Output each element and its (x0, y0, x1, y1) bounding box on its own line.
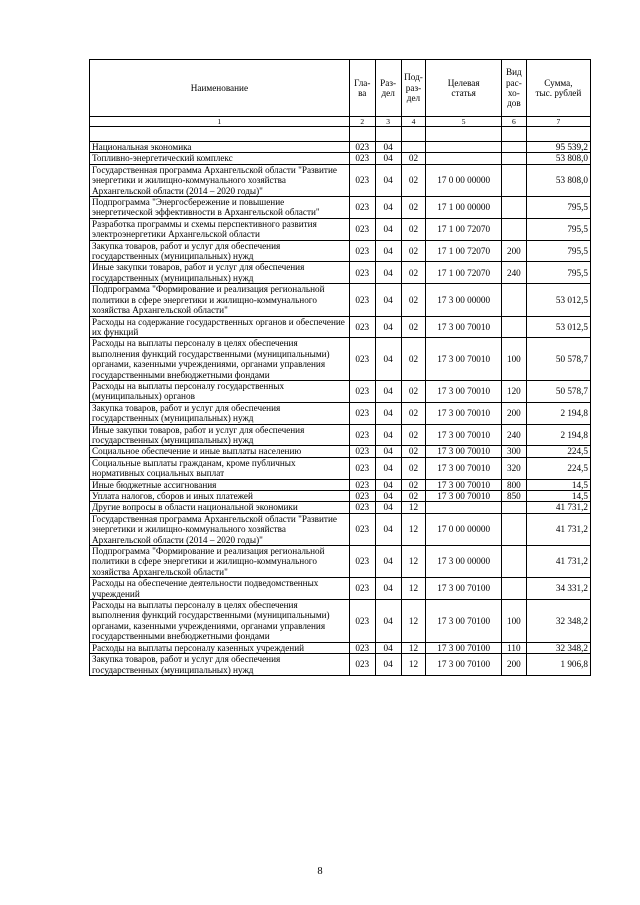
header-name: Наименование (90, 60, 350, 117)
table-row (90, 600, 591, 643)
column-number: 4 (401, 117, 426, 127)
row-glava: 023 (349, 153, 375, 164)
row-glava: 023 (349, 380, 375, 402)
row-name: Расходы на выплаты персоналу казенных учреждений (90, 642, 350, 653)
row-razdel: 04 (375, 642, 401, 653)
header-expense-type: Вид рас- хо- дов (501, 60, 526, 117)
row-target-article: 17 1 00 72070 (426, 240, 502, 262)
row-glava: 023 (349, 142, 375, 153)
row-target-article: 17 3 00 70010 (426, 402, 502, 424)
row-expense-type (501, 284, 526, 316)
row-expense-type (501, 316, 526, 338)
table-row (90, 380, 591, 402)
row-target-article: 17 1 00 72070 (426, 218, 502, 240)
table-row (90, 479, 591, 490)
row-podrazdel: 02 (401, 491, 426, 502)
row-name: Подпрограмма "Формирование и реализация региональной политики в сфере энергетики и жилищно-коммунального хозяйства Архангельской области" (90, 284, 350, 316)
row-glava: 023 (349, 600, 375, 643)
row-glava: 023 (349, 502, 375, 513)
table-row (90, 316, 591, 338)
row-podrazdel: 02 (401, 457, 426, 479)
row-razdel: 04 (375, 240, 401, 262)
row-glava: 023 (349, 218, 375, 240)
row-target-article: 17 3 00 70010 (426, 338, 502, 381)
row-target-article: 17 3 00 70010 (426, 479, 502, 490)
row-razdel: 04 (375, 600, 401, 643)
row-sum: 795,5 (526, 218, 590, 240)
header-podrazdel: Под- раз- дел (401, 60, 426, 117)
row-podrazdel: 02 (401, 164, 426, 196)
row-glava: 023 (349, 197, 375, 219)
row-razdel: 04 (375, 654, 401, 676)
header-target-article: Целевая статья (426, 60, 502, 117)
row-name: Закупка товаров, работ и услуг для обеспечения государственных (муниципальных) нужд (90, 402, 350, 424)
row-sum: 14,5 (526, 491, 590, 502)
column-number: 7 (526, 117, 590, 127)
row-razdel: 04 (375, 380, 401, 402)
row-glava: 023 (349, 654, 375, 676)
row-podrazdel: 02 (401, 316, 426, 338)
header-row (90, 60, 591, 117)
table-row (90, 164, 591, 196)
row-razdel: 04 (375, 402, 401, 424)
column-number: 6 (501, 117, 526, 127)
row-podrazdel: 12 (401, 642, 426, 653)
row-target-article: 17 3 00 70010 (426, 446, 502, 457)
column-number: 2 (349, 117, 375, 127)
table-row (90, 578, 591, 600)
row-sum: 2 194,8 (526, 402, 590, 424)
row-podrazdel: 02 (401, 446, 426, 457)
row-glava: 023 (349, 642, 375, 653)
row-podrazdel: 12 (401, 513, 426, 545)
row-sum: 224,5 (526, 446, 590, 457)
row-name: Другие вопросы в области национальной экономики (90, 502, 350, 513)
row-razdel: 04 (375, 546, 401, 578)
row-podrazdel: 02 (401, 240, 426, 262)
row-name: Подпрограмма "Формирование и реализация региональной политики в сфере энергетики и жилищно-коммунального хозяйства Архангельской области" (90, 546, 350, 578)
row-expense-type: 300 (501, 446, 526, 457)
row-expense-type (501, 153, 526, 164)
row-razdel: 04 (375, 502, 401, 513)
row-razdel: 04 (375, 479, 401, 490)
row-razdel: 04 (375, 197, 401, 219)
row-name: Иные закупки товаров, работ и услуг для обеспечения государственных (муниципальных) нужд (90, 424, 350, 446)
row-sum: 95 539,2 (526, 142, 590, 153)
table-row (90, 642, 591, 653)
row-name: Топливно-энергетический комплекс (90, 153, 350, 164)
row-name: Расходы на выплаты персоналу в целях обеспечения выполнения функций государственными (муниципальными) органами, казенными учреждениями, органами управления государственными внебюджетными фондами (90, 338, 350, 381)
row-sum: 795,5 (526, 240, 590, 262)
row-razdel: 04 (375, 446, 401, 457)
row-name: Уплата налогов, сборов и иных платежей (90, 491, 350, 502)
header-sum: Сумма, тыс. рублей (526, 60, 590, 117)
row-razdel: 04 (375, 316, 401, 338)
row-sum: 32 348,2 (526, 642, 590, 653)
row-podrazdel: 12 (401, 578, 426, 600)
row-sum: 53 808,0 (526, 164, 590, 196)
row-expense-type (501, 546, 526, 578)
row-expense-type: 800 (501, 479, 526, 490)
row-target-article: 17 3 00 70010 (426, 316, 502, 338)
column-number: 1 (90, 117, 350, 127)
row-expense-type: 850 (501, 491, 526, 502)
row-podrazdel: 12 (401, 502, 426, 513)
row-sum: 53 808,0 (526, 153, 590, 164)
column-number: 5 (426, 117, 502, 127)
row-razdel: 04 (375, 578, 401, 600)
table-row (90, 513, 591, 545)
row-name: Расходы на обеспечение деятельности подведомственных учреждений (90, 578, 350, 600)
row-name: Расходы на содержание государственных органов и обеспечение их функций (90, 316, 350, 338)
row-podrazdel: 02 (401, 197, 426, 219)
row-podrazdel: 02 (401, 338, 426, 381)
row-name: Иные бюджетные ассигнования (90, 479, 350, 490)
row-podrazdel: 02 (401, 380, 426, 402)
row-expense-type (501, 142, 526, 153)
row-glava: 023 (349, 424, 375, 446)
page-number: 8 (317, 866, 323, 877)
row-razdel: 04 (375, 284, 401, 316)
row-razdel: 04 (375, 142, 401, 153)
row-sum: 50 578,7 (526, 338, 590, 381)
row-target-article: 17 3 00 70100 (426, 578, 502, 600)
row-name: Социальные выплаты гражданам, кроме публичных нормативных социальных выплат (90, 457, 350, 479)
row-name: Расходы на выплаты персоналу государственных (муниципальных) органов (90, 380, 350, 402)
row-sum: 53 012,5 (526, 284, 590, 316)
row-podrazdel (401, 142, 426, 153)
row-razdel: 04 (375, 491, 401, 502)
row-glava: 023 (349, 164, 375, 196)
row-expense-type: 100 (501, 600, 526, 643)
row-name: Расходы на выплаты персоналу в целях обеспечения выполнения функций государственными (муниципальными) органами, казенными учреждениями, органами управления государственными внебюджетными фондами (90, 600, 350, 643)
row-glava: 023 (349, 479, 375, 490)
header-razdel: Раз- дел (375, 60, 401, 117)
table-row (90, 491, 591, 502)
row-target-article (426, 502, 502, 513)
row-podrazdel: 02 (401, 218, 426, 240)
row-razdel: 04 (375, 424, 401, 446)
row-name: Разработка программы и схемы перспективного развития электроэнергетики Архангельской области (90, 218, 350, 240)
row-target-article: 17 3 00 70010 (426, 424, 502, 446)
row-expense-type: 120 (501, 380, 526, 402)
table-row (90, 142, 591, 153)
row-podrazdel: 12 (401, 546, 426, 578)
row-target-article: 17 0 00 00000 (426, 164, 502, 196)
row-sum: 14,5 (526, 479, 590, 490)
row-podrazdel: 02 (401, 284, 426, 316)
row-name: Иные закупки товаров, работ и услуг для обеспечения государственных (муниципальных) нужд (90, 262, 350, 284)
row-glava: 023 (349, 457, 375, 479)
row-name: Государственная программа Архангельской области "Развитие энергетики и жилищно-коммунального хозяйства Архангельской области (2014 – 2020 годы)" (90, 513, 350, 545)
blank-row (90, 127, 591, 142)
table-row (90, 338, 591, 381)
row-expense-type: 110 (501, 642, 526, 653)
header-glava: Гла- ва (349, 60, 375, 117)
row-target-article: 17 1 00 00000 (426, 197, 502, 219)
table-row (90, 284, 591, 316)
row-sum: 32 348,2 (526, 600, 590, 643)
table-row (90, 457, 591, 479)
row-expense-type: 240 (501, 424, 526, 446)
row-target-article: 17 3 00 70100 (426, 642, 502, 653)
row-glava: 023 (349, 402, 375, 424)
row-sum: 41 731,2 (526, 502, 590, 513)
row-target-article: 17 3 00 00000 (426, 546, 502, 578)
row-name: Государственная программа Архангельской области "Развитие энергетики и жилищно-коммунального хозяйства Архангельской области (2014 – 2020 годы)" (90, 164, 350, 196)
row-target-article (426, 153, 502, 164)
row-sum: 34 331,2 (526, 578, 590, 600)
row-podrazdel: 02 (401, 153, 426, 164)
row-glava: 023 (349, 284, 375, 316)
row-glava: 023 (349, 316, 375, 338)
row-name: Национальная экономика (90, 142, 350, 153)
row-target-article: 17 3 00 70010 (426, 457, 502, 479)
row-glava: 023 (349, 578, 375, 600)
row-expense-type: 200 (501, 402, 526, 424)
row-name: Социальное обеспечение и иные выплаты населению (90, 446, 350, 457)
row-podrazdel: 12 (401, 600, 426, 643)
row-target-article (426, 142, 502, 153)
row-expense-type: 240 (501, 262, 526, 284)
row-glava: 023 (349, 446, 375, 457)
row-razdel: 04 (375, 338, 401, 381)
table-row (90, 402, 591, 424)
row-expense-type (501, 513, 526, 545)
row-glava: 023 (349, 338, 375, 381)
row-expense-type: 100 (501, 338, 526, 381)
row-expense-type (501, 197, 526, 219)
row-podrazdel: 02 (401, 479, 426, 490)
row-sum: 1 906,8 (526, 654, 590, 676)
table-row (90, 546, 591, 578)
row-glava: 023 (349, 546, 375, 578)
row-podrazdel: 02 (401, 424, 426, 446)
row-expense-type: 200 (501, 654, 526, 676)
column-number: 3 (375, 117, 401, 127)
row-expense-type: 320 (501, 457, 526, 479)
row-sum: 50 578,7 (526, 380, 590, 402)
row-name: Подпрограмма "Энергосбережение и повышение энергетической эффективности в Архангельской области" (90, 197, 350, 219)
row-target-article: 17 0 00 00000 (426, 513, 502, 545)
row-sum: 41 731,2 (526, 546, 590, 578)
row-glava: 023 (349, 491, 375, 502)
row-expense-type (501, 502, 526, 513)
table-row (90, 446, 591, 457)
row-sum: 53 012,5 (526, 316, 590, 338)
row-target-article: 17 3 00 70010 (426, 380, 502, 402)
table-row (90, 218, 591, 240)
row-razdel: 04 (375, 164, 401, 196)
row-expense-type (501, 164, 526, 196)
row-target-article: 17 3 00 70100 (426, 600, 502, 643)
row-name: Закупка товаров, работ и услуг для обеспечения государственных (муниципальных) нужд (90, 240, 350, 262)
row-podrazdel: 12 (401, 654, 426, 676)
table-row (90, 240, 591, 262)
row-sum: 224,5 (526, 457, 590, 479)
row-sum: 795,5 (526, 262, 590, 284)
row-sum: 795,5 (526, 197, 590, 219)
row-razdel: 04 (375, 457, 401, 479)
row-name: Закупка товаров, работ и услуг для обеспечения государственных (муниципальных) нужд (90, 654, 350, 676)
row-razdel: 04 (375, 153, 401, 164)
row-razdel: 04 (375, 513, 401, 545)
row-expense-type: 200 (501, 240, 526, 262)
table-row (90, 502, 591, 513)
row-razdel: 04 (375, 262, 401, 284)
row-sum: 41 731,2 (526, 513, 590, 545)
budget-table (89, 59, 591, 676)
row-glava: 023 (349, 240, 375, 262)
row-glava: 023 (349, 262, 375, 284)
row-expense-type (501, 578, 526, 600)
row-razdel: 04 (375, 218, 401, 240)
table-row (90, 197, 591, 219)
column-number-row (90, 117, 591, 127)
row-target-article: 17 1 00 72070 (426, 262, 502, 284)
table-row (90, 654, 591, 676)
row-glava: 023 (349, 513, 375, 545)
row-target-article: 17 3 00 70100 (426, 654, 502, 676)
table-row (90, 424, 591, 446)
row-sum: 2 194,8 (526, 424, 590, 446)
table-row (90, 153, 591, 164)
row-target-article: 17 3 00 70010 (426, 491, 502, 502)
row-podrazdel: 02 (401, 402, 426, 424)
row-target-article: 17 3 00 00000 (426, 284, 502, 316)
row-podrazdel: 02 (401, 262, 426, 284)
row-expense-type (501, 218, 526, 240)
table-row (90, 262, 591, 284)
